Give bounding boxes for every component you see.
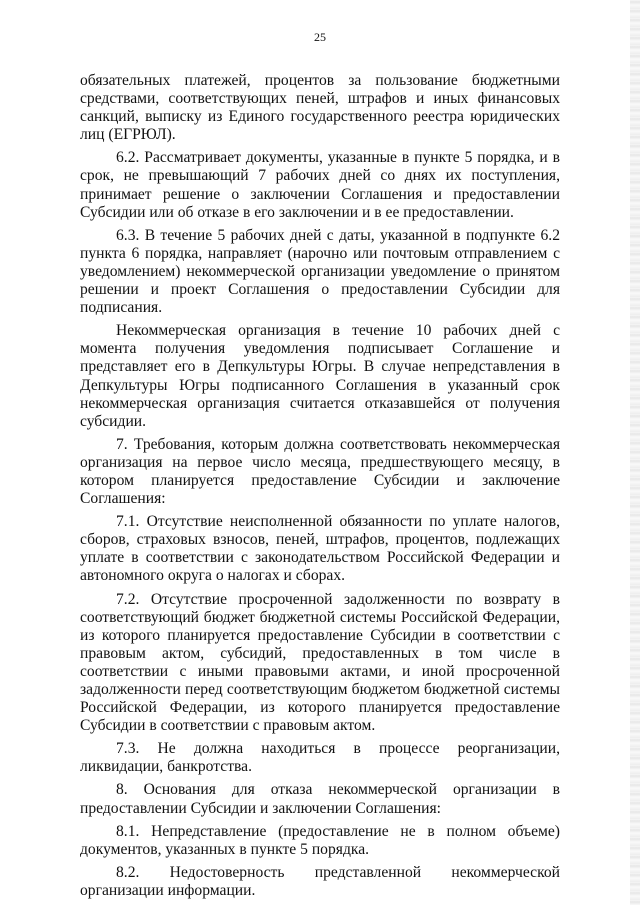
paragraph-nko-signing: Некоммерческая организация в течение 10 рабочих дней с момента получения уведомления подписывает Соглашение и представляет его в Депкультуры Югры. В случае непредставления в Депкультуры Югры подписанного Соглашения в указанный срок некоммерческая организация считается отказавшейся от получения субсидии. xyxy=(80,322,560,430)
page-number: 25 xyxy=(314,30,326,44)
paragraph-8-1: 8.1. Непредставление (предоставление не в полном объеме) документов, указанных в пункте 5 порядка. xyxy=(80,822,560,858)
paragraph-7-1: 7.1. Отсутствие неисполненной обязанности по уплате налогов, сборов, страховых взносов, пеней, штрафов, процентов, подлежащих уплате в соответствии с законодательством Российской Федерации и автономного округа о налогах и сборах. xyxy=(80,513,560,585)
document-body xyxy=(80,72,560,905)
paragraph-7: 7. Требования, которым должна соответствовать некоммерческая организация на первое число месяца, предшествующего месяцу, в котором планируется предоставление Субсидии и заключение Соглашения: xyxy=(80,435,560,508)
scan-edge xyxy=(630,0,640,905)
paragraph-8-2: 8.2. Недостоверность представленной некоммерческой организации информации. xyxy=(80,863,560,899)
paragraph-6-2: 6.2. Рассматривает документы, указанные в пункте 5 порядка, и в срок, не превышающий 7 рабочих дней со днях их поступления, принимает решение о заключении Соглашения и предоставлении Субсидии или об отказе в его заключении и в ее предоставлении. xyxy=(80,149,560,221)
paragraph-6-3: 6.3. В течение 5 рабочих дней с даты, указанной в подпункте 6.2 пункта 6 порядка, направляет (нарочно или почтовым отправлением с уведомлением) некоммерческой организации уведомление о принятом решении и проект Соглашения о предоставлении Субсидии для подписания. xyxy=(80,226,560,317)
paragraph-7-2: 7.2. Отсутствие просроченной задолженности по возврату в соответствующий бюджет бюджетной системы Российской Федерации, из которого планируется предоставление Субсидии в соответствии с правовым актом, субсидий, предоставленных в том числе в соответствии с иными правовыми актами, и иной просроченной задолженности перед соответствующим бюджетом бюджетной системы Российской Федерации, из которого планируется предоставление Субсидии в соответствии с правовым актом. xyxy=(80,590,560,735)
paragraph-continuation: обязательных платежей, процентов за пользование бюджетными средствами, соответствующих пеней, штрафов и иных финансовых санкций, выписку из Единого государственного реестра юридических лиц (ЕГРЮЛ). xyxy=(80,72,560,144)
paragraph-7-3: 7.3. Не должна находиться в процессе реорганизации, ликвидации, банкротства. xyxy=(80,740,560,776)
paragraph-8: 8. Основания для отказа некоммерческой организации в предоставлении Субсидии и заключении Соглашения: xyxy=(80,781,560,817)
